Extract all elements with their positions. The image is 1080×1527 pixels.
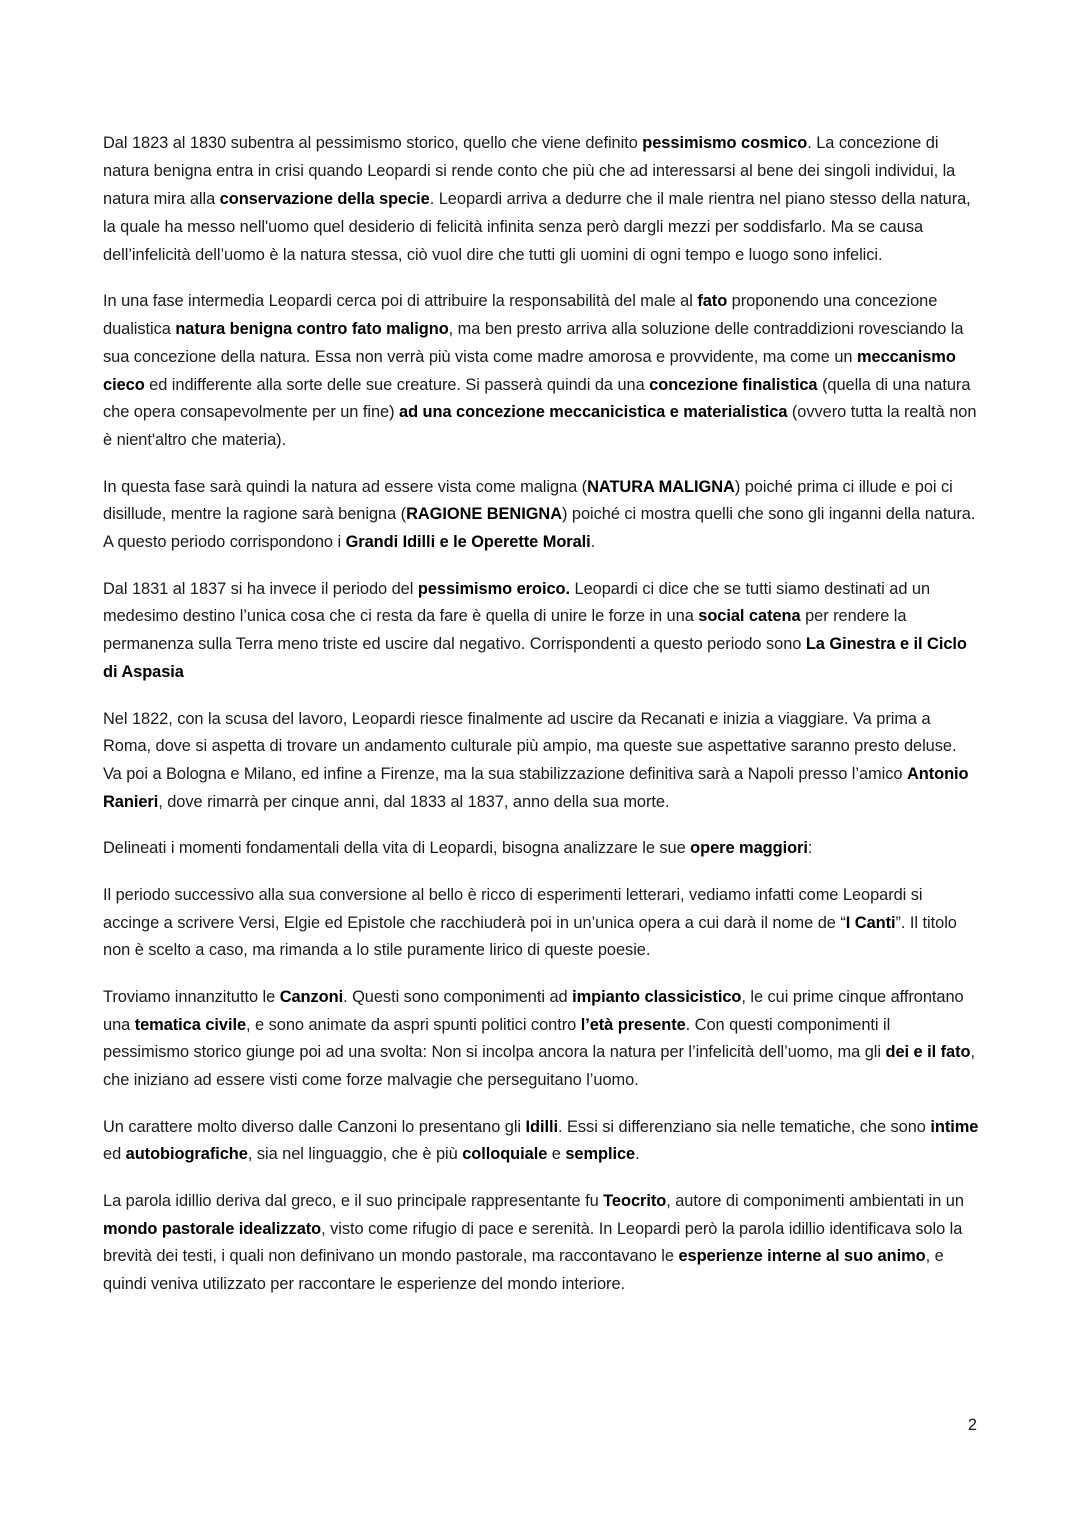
- bold-text: Canzoni: [279, 987, 344, 1006]
- body-text: Troviamo innanzitutto le: [103, 987, 280, 1006]
- body-text: (quella di una natura che opera consapevolmente per un fine): [103, 375, 971, 422]
- bold-text: semplice: [565, 1145, 636, 1164]
- body-text: . Con questi componimenti il pessimismo storico giunge poi ad una svolta: Non si incolpa ancora la natura per l’infelicità dell’uomo, ma gli: [103, 1015, 891, 1062]
- paragraph-9: [103, 1114, 979, 1170]
- bold-text: esperienze interne al suo animo: [678, 1247, 926, 1266]
- body-text: , sia nel linguaggio, che è più: [247, 1145, 463, 1164]
- bold-text: fato: [697, 291, 728, 310]
- bold-text: La Ginestra e il Ciclo di Aspasia: [103, 635, 967, 682]
- bold-text: pessimismo eroico.: [417, 579, 570, 598]
- body-text: , visto come rifugio di pace e serenità. In Leopardi però la parola idillio identificava solo la brevità dei testi, i quali non definivano un mondo pastorale, ma raccontavano le: [103, 1219, 963, 1266]
- body-text: . Essi si differenziano sia nelle tematiche, che sono: [558, 1117, 931, 1136]
- body-text: In una fase intermedia Leopardi cerca poi di attribuire la responsabilità del male al: [103, 291, 698, 310]
- bold-text: meccanismo cieco: [103, 347, 956, 394]
- body-text: ed: [103, 1145, 126, 1164]
- body-text: ”. Il titolo non è scelto a caso, ma rimanda a lo stile puramente lirico di queste poesie.: [103, 913, 957, 960]
- body-text: Il periodo successivo alla sua conversione al bello è ricco di esperimenti letterari, vediamo infatti come Leopardi si accinge a scrivere Versi, Elgie ed Epistole che racchiuderà poi in un’unica opera a cui darà il nome de “: [103, 885, 923, 932]
- paragraph-4: [103, 576, 979, 688]
- bold-text: Teocrito: [603, 1191, 667, 1210]
- bold-text: colloquiale: [462, 1145, 548, 1164]
- bold-text: social catena: [698, 607, 801, 626]
- bold-text: opere maggiori: [690, 839, 808, 858]
- body-text: La parola idillio deriva dal greco, e il suo principale rappresentante fu: [103, 1191, 604, 1210]
- document-body: [103, 130, 979, 1318]
- body-text: .: [635, 1145, 640, 1164]
- body-text: . La concezione di natura benigna entra in crisi quando Leopardi si rende conto che più che ad interessarsi al bene dei singoli individui, la natura mira alla: [103, 134, 956, 208]
- bold-text: tematica civile: [134, 1015, 247, 1034]
- paragraph-5: [103, 706, 979, 818]
- body-text: proponendo una concezione dualistica: [103, 291, 938, 338]
- bold-text: RAGIONE BENIGNA: [406, 505, 562, 524]
- paragraph-2: [103, 288, 979, 455]
- bold-text: ad una concezione meccanicistica e materialistica: [399, 403, 788, 422]
- body-text: e: [547, 1145, 566, 1164]
- body-text: Dal 1823 al 1830 subentra al pessimismo storico, quello che viene definito: [103, 134, 643, 152]
- paragraph-8: [103, 984, 979, 1096]
- paragraph-7: [103, 882, 979, 966]
- body-text: ) poiché prima ci illude e poi ci disillude, mentre la ragione sarà benigna (: [103, 477, 953, 524]
- body-text: ed indifferente alla sorte delle sue creature. Si passerà quindi da una: [144, 375, 650, 394]
- bold-text: Idilli: [525, 1117, 559, 1136]
- body-text: per rendere la permanenza sulla Terra meno triste ed uscire dal negativo. Corrispondenti a questo periodo sono: [103, 607, 907, 654]
- body-text: ) poiché ci mostra quelli che sono gli inganni della natura. A questo periodo corrispondono i: [103, 505, 976, 552]
- body-text: , ma ben presto arriva alla soluzione delle contraddizioni rovesciando la sua concezione della natura. Essa non verrà più vista come madre amorosa e provvidente, ma come un: [103, 319, 964, 366]
- bold-text: l’età presente: [580, 1015, 686, 1034]
- paragraph-10: [103, 1188, 979, 1300]
- bold-text: Antonio Ranieri: [103, 765, 969, 812]
- bold-text: mondo pastorale idealizzato: [103, 1219, 322, 1238]
- body-text: Leopardi ci dice che se tutti siamo destinati ad un medesimo destino l’unica cosa che ci resta da fare è quella di unire le forze in una: [103, 579, 931, 626]
- body-text: , che iniziano ad essere visti come forze malvagie che perseguitano l’uomo.: [103, 1043, 975, 1090]
- bold-text: autobiografiche: [125, 1145, 248, 1164]
- page-number: 2: [967, 1416, 977, 1434]
- bold-text: NATURA MALIGNA: [587, 477, 735, 496]
- body-text: Un carattere molto diverso dalle Canzoni lo presentano gli: [103, 1117, 526, 1136]
- paragraph-3: [103, 474, 979, 558]
- bold-text: natura benigna contro fato maligno: [175, 319, 449, 338]
- body-text: Dal 1831 al 1837 si ha invece il periodo del: [103, 579, 418, 598]
- bold-text: conservazione della specie: [219, 189, 430, 208]
- body-text: , autore di componimenti ambientati in un: [666, 1191, 964, 1210]
- bold-text: dei e il fato: [885, 1043, 971, 1062]
- bold-text: I Canti: [845, 913, 896, 932]
- body-text: , e sono animate da aspri spunti politici contro: [246, 1015, 581, 1034]
- body-text: Nel 1822, con la scusa del lavoro, Leopardi riesce finalmente ad uscire da Recanati e inizia a viaggiare. Va prima a Roma, dove si aspetta di trovare un andamento culturale più ampio, ma queste sue aspettative saranno presto deluse. Va poi a Bologna e Milano, ed infine a Firenze, ma la sua stabilizzazione definitiva sarà a Napoli presso l’amico: [103, 709, 957, 784]
- bold-text: concezione finalistica: [649, 375, 818, 394]
- bold-text: Grandi Idilli e le Operette Morali: [345, 533, 591, 552]
- body-text: Delineati i momenti fondamentali della vita di Leopardi, bisogna analizzare le sue: [103, 839, 691, 858]
- paragraph-1: [103, 130, 979, 270]
- body-text: :: [807, 839, 813, 858]
- bold-text: intime: [930, 1117, 979, 1136]
- body-text: (ovvero tutta la realtà non è nient'altro che materia).: [103, 403, 977, 450]
- body-text: In questa fase sarà quindi la natura ad essere vista come maligna (: [103, 477, 588, 496]
- paragraph-6: [103, 835, 979, 863]
- bold-text: pessimismo cosmico: [642, 134, 808, 152]
- body-text: .: [590, 533, 596, 552]
- body-text: . Leopardi arriva a dedurre che il male rientra nel piano stesso della natura, la quale ha messo nell'uomo quel desiderio di felicità infinita senza però dargli mezzi per soddisfarlo. Ma se causa dell’infelicità dell’uomo è la natura stessa, ciò vuol dire che tutti gli uomini di ogni tempo e luogo sono infelici.: [103, 189, 971, 264]
- body-text: , dove rimarrà per cinque anni, dal 1833 al 1837, anno della sua morte.: [158, 793, 670, 812]
- body-text: . Questi sono componimenti ad: [343, 987, 573, 1006]
- bold-text: impianto classicistico: [572, 987, 742, 1006]
- body-text: , le cui prime cinque affrontano una: [103, 987, 964, 1034]
- body-text: , e quindi veniva utilizzato per raccontare le esperienze del mondo interiore.: [103, 1247, 944, 1294]
